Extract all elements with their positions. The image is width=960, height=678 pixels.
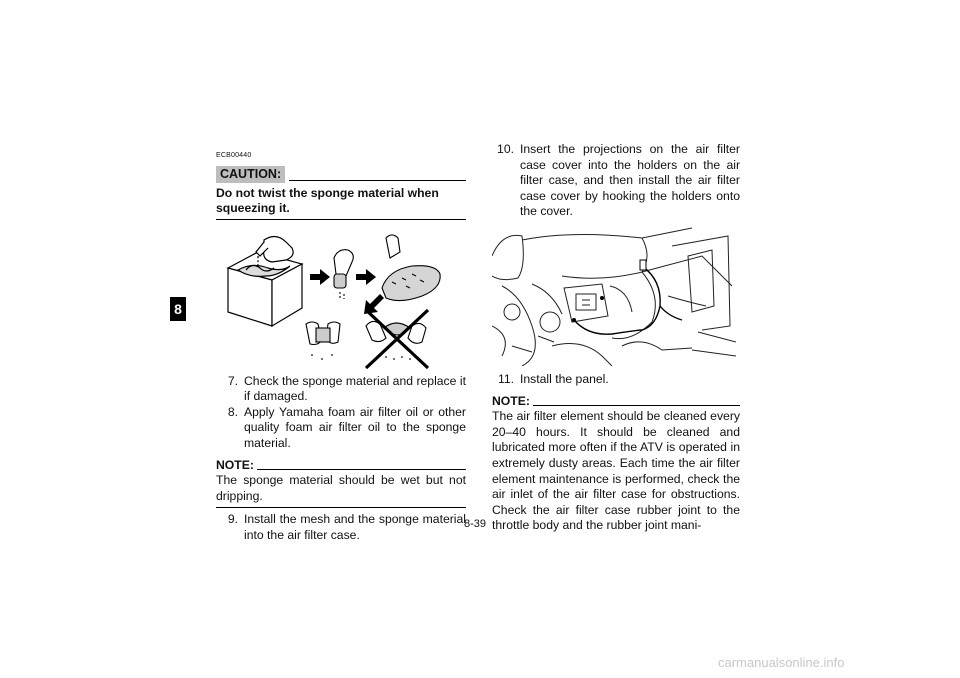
squeeze-hand-figure [334,249,353,298]
watermark: carmanualsonline.info [718,655,845,670]
right-column [492,142,740,534]
step-item [216,374,466,405]
left-column [216,148,466,544]
step-item [492,372,740,388]
step-number: 10. [497,142,514,156]
arrow-icon [356,269,376,285]
step-number: 11. [497,371,514,386]
step-item [216,405,466,452]
note-rule [257,469,466,470]
step-number: 8. [227,404,238,419]
page-number: 8-39 [464,518,487,530]
caution-code: ECB00440 [216,152,252,159]
sponge-cleaning-illustration [216,228,446,370]
caution-header [216,166,466,183]
note-text: The sponge material should be wet but not dripping. [216,473,466,503]
step-item [492,142,740,220]
step-text: Apply Yamaha foam air filter oil or other quality foam air filter oil to the sponge material. [244,404,466,450]
sponge-oil-figure [382,235,440,301]
step-text: Insert the projections on the air filter case cover into the holders on the air filter case, and then install the air filter case cover by hooking the holders onto the cover. [520,142,740,219]
note-label: NOTE: [492,393,530,408]
note-header [492,394,740,410]
step-text: Install the panel. [520,371,609,386]
caution-text: Do not twist the sponge material when squeezing it. [216,186,466,220]
step-text: Check the sponge material and replace it if damaged. [244,373,466,404]
arrow-icon [310,269,330,285]
section-tab: 8 [170,297,186,321]
note-header [216,458,466,474]
caution-rule [289,180,466,181]
step-text: Install the mesh and the sponge material into the air filter case. [244,512,466,542]
correct-squeeze-figure [306,322,340,362]
air-filter-case-photo [492,226,736,366]
note-rule [533,405,740,406]
step-number: 9. [227,512,238,527]
note-text: The air filter element should be cleaned every 20–40 hours. It should be cleaned and lubricated more often if the ATV is operated in extremely dusty areas. Each time the air filter element maintenance is performed, check the air inlet of the air filter case for obstructions. Check the air filter case rubber joint to the throttle body and the rubber joint mani- [492,409,740,533]
solvent-container-figure [228,236,302,326]
note-label: NOTE: [216,457,254,472]
step-item [216,512,466,543]
caution-label: CAUTION: [216,166,285,183]
step-number: 7. [227,373,238,388]
note-end-rule [216,507,466,508]
